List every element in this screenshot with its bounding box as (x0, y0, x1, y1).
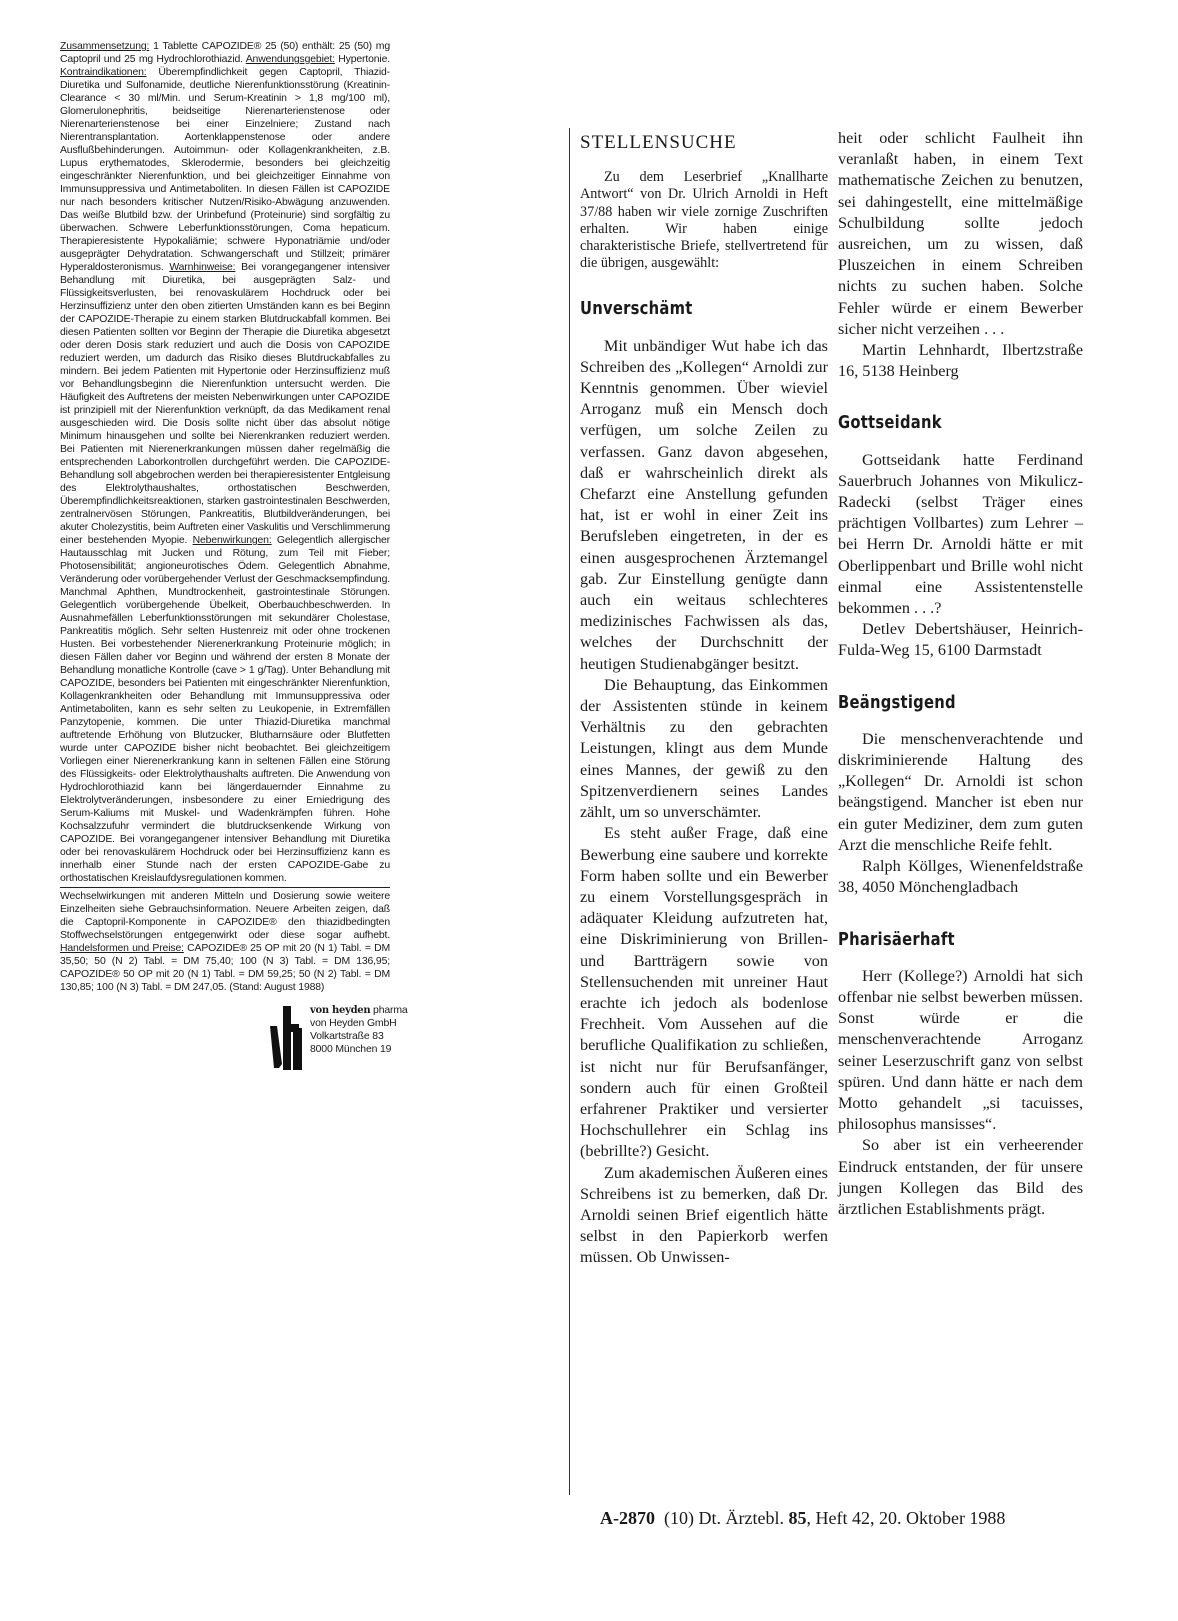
letter1-signature: Martin Lehnhardt, Ilbertzstraße 16, 5138 Heinberg (838, 341, 1083, 381)
company-name: von Heyden GmbH (310, 1018, 397, 1029)
letters-column-right (838, 128, 1083, 1220)
indication-label: Anwendungsgebiet: (245, 54, 335, 65)
letter1-paragraph: Die Behauptung, das Einkommen der Assistenten stünde in keinem Verhältnis zu den gebrachten Leistungen, klingt aus dem Munde eines Mannes, der gewiß zu den Spitzenverdienern seines Landes zählt, um so unverschämter. (580, 675, 828, 822)
letter3-signature: Ralph Köllges, Wienenfeldstraße 38, 4050 Mönchengladbach (838, 857, 1083, 897)
company-city: 8000 München 19 (310, 1044, 392, 1055)
interactions-and-prices (60, 890, 390, 994)
company-street: Volkartstraße 83 (310, 1031, 384, 1042)
letter2-paragraph: Gottseidank hatte Ferdinand Sauerbruch Johannes von Mikulicz-Radecki (selbst Träger eines prächtigen Vollbartes) zum Lehrer – bei Herrn Dr. Arnoldi hätte er mit Oberlippenbart und Brille wohl nicht einmal eine Assistentenstelle bekommen . . .? (838, 450, 1083, 618)
pharma-info-column (60, 40, 408, 1070)
composition-label: Zusammensetzung: (60, 41, 150, 52)
page-code: A-2870 (600, 1508, 655, 1528)
letters-column-middle (580, 128, 828, 1269)
side-effects-label: Nebenwirkungen: (192, 535, 272, 546)
letter-heading-unverschaemt: Unverschämt (580, 298, 693, 320)
composition-text: 1 Tablette CAPOZIDE® 25 (50) enthält: 25 (50) mg Captopril und 25 mg Hydrochlorothiazid. (60, 41, 390, 65)
section-title: STELLENSUCHE (580, 132, 737, 153)
intro (580, 169, 828, 272)
pharma-main-text (60, 40, 390, 885)
letter1-paragraph: Es steht außer Frage, daß eine Bewerbung eine saubere und korrekte Form haben sollte und ein Bewerber zu einem Vorstellungsgespräch in adäquater Kleidung aufzutreten hat, eine Diskriminierung von Brillen- und Bartträgern sowie von Stellensuchenden mit unreiner Haut erachte ich jedoch als bodenlose Frechheit. Vom Aussehen auf die berufliche Qualifikation zu schließen, ist nicht nur für Berufsanfänger, sondern auch für einen Großteil erfahrener Praktiker und versierter Hochschullehrer ein Schlag ins (bebrillte?) Gesicht. (580, 824, 828, 1161)
letter-heading-gottseidank: Gottseidank (838, 412, 942, 434)
company-text (310, 1004, 408, 1056)
warnings-label: Warnhinweise: (169, 262, 236, 273)
column-rule (569, 128, 570, 1495)
interactions-text: Wechselwirkungen mit anderen Mitteln und Dosierung sowie weitere Einzelheiten siehe Gebrauchsinformation. Neuere Arbeiten zeigen, daß die Captopril-Komponente in CAPOZIDE® den thiazidbedingten Stoffwechselstörungen entgegenwirkt oder diese sogar aufhebt. (60, 891, 390, 941)
letter1-paragraph: Zum akademischen Äußeren eines Schreibens ist zu bemerken, daß Dr. Arnoldi seinen Brief eigentlich hätte selbst in den Papierkorb werfen müssen. Ob Unwissen- (580, 1163, 828, 1267)
warnings-text: Bei vorangegangener intensiver Behandlung mit Diuretika, bei ausgeprägten Salz- und Flüssigkeitsverlusten, bei renovaskulärem Hochdruck oder bei Herzinsuffizienz unter den oben zitierten Umständen kann es bei Beginn der CAPOZIDE-Therapie zu einem starken Blutdruckabfall kommen. Bei diesen Patienten sollten vor Beginn der Therapie die Diuretika abgesetzt oder deren Dosis stark reduziert und auch die Dosis von CAPOZIDE reduziert werden, um dadurch das Risiko dieses Blutdruckabfalles zu mindern. Bei jedem Patienten mit Hypertonie oder Herzinsuffizienz muß vor Behandlungsbeginn die Nierenfunktion untersucht werden. Die Häufigkeit des Auftretens der meisten Nebenwirkungen unter CAPOZIDE ist prinzipiell mit der Nierenfunktion verknüpft, da das Medikament renal ausgeschieden wird. Die Dosis sollte nicht über das absolut nötige Minimum hinausgehen und sollte bei Nierenkranken reduziert werden. Bei Patienten mit Nierenerkrankungen müssen daher regelmäßig die entsprechenden Laborkontrollen durchgeführt werden. Die CAPOZIDE-Behandlung soll abgebrochen werden bei therapieresistenter Entgleisung des Elektrolythaushaltes, orthostatischen Beschwerden, Überempfindlichkeitsreaktionen, starken gastrointestinalen Beschwerden, zentralnervösen Störungen, Pankreatitis, Blutbildveränderungen, bei akuter Cholezystitis, beim Auftreten einer Vaskulitis und Verschlimmerung einer bestehenden Myopie. (60, 262, 390, 546)
letter-heading-beaengstigend: Beängstigend (838, 691, 956, 713)
von-heyden-logo-icon (270, 1006, 304, 1070)
contraindications-label: Kontraindikationen: (60, 67, 147, 78)
issue-prefix: (10) Dt. Ärztebl. (655, 1508, 789, 1528)
indication-text: Hypertonie. (334, 54, 391, 65)
forms-label: Handelsformen und Preise: (60, 943, 184, 954)
page-footer (600, 1508, 1120, 1529)
pharma-tail (60, 890, 408, 1070)
letter3-paragraph: Die menschenverachtende und diskriminierende Haltung des „Kollegen“ Dr. Arnoldi ist schon beängstigend. Mancher ist eben nur ein guter Mediziner, dem zum guten Arzt die menschliche Reife fehlt. (838, 729, 1083, 854)
volume-number: 85 (788, 1508, 807, 1528)
contraindications-text: Überempfindlichkeit gegen Captopril, Thiazid-Diuretika und Sulfonamide, deutliche Nierenfunktionsstörung (Kreatinin-Clearance < 30 ml/Min. und Serum-Kreatinin > 1,8 mg/100 ml), Glomerulonephritis, beidseitige Nierenarterienstenose oder Nierenarterienstenose bei einer Einzelniere; Zustand nach Nierentransplantation. Aortenklappenstenose oder andere Ausflußbehinderungen. Autoimmun- oder Kollagenkrankheiten, z.B. Lupus erythematodes, Sklerodermie, besonders bei gleichzeitig eingeschränkter Nierenfunktion, und bei gleichzeitiger Einnahme von Immunsuppressiva und Antimetaboliten. In diesen Fällen ist CAPOZIDE nur nach besonders kritischer Nutzen/Risiko-Abwägung anzuwenden. Das weiße Blutbild bzw. der Urinbefund (Proteinurie) sind sorgfältig zu überwachen. Schwere Leberfunktionsstörungen, Coma hepaticum. Therapieresistente Hypokaliämie; schwere Hyponatriämie und/oder ausgeprägter Dehydratation. Schwangerschaft und Stillzeit; primärer Hyperaldosteronismus. (60, 67, 390, 273)
letter1-paragraph: heit oder schlicht Faulheit ihn veranlaßt haben, in einem Text mathematische Zeichen zu benutzen, sei dahingestellt, eine mittelmäßige Schulbildung sollte jedoch ausreichen, um zu wissen, daß Pluszeichen in einem Schreiben nichts zu suchen haben. Solche Fehler würde er einem Bewerber sicher nicht verzeihen . . . (838, 129, 1083, 338)
company-block (270, 1004, 460, 1076)
pharma-divider (60, 887, 390, 888)
company-brand: von heyden pharma (310, 1005, 408, 1016)
issue-suffix: , Heft 42, 20. Oktober 1988 (806, 1508, 1006, 1528)
letter2-signature: Detlev Debertshäuser, Heinrich-Fulda-Weg 15, 6100 Darmstadt (838, 620, 1083, 660)
letter-heading-pharisaeerhaft: Pharisäerhaft (838, 928, 955, 950)
letter4-paragraph: Herr (Kollege?) Arnoldi hat sich offenbar nie selbst bewerben müssen. Sonst würde er die menschenverachtende Arroganz seiner Leserzuschrift ganz von selbst spüren. Und dann hätte er nach dem Motto gehandelt „si tacuisses, philosophus mansisses“. (838, 966, 1083, 1134)
letter1-paragraph: Mit unbändiger Wut habe ich das Schreiben des „Kollegen“ Arnoldi zur Kenntnis genommen. Über wieviel Arroganz muß ein Mensch doch verfügen, um solche Zeilen zu verfassen. Ganz davon abgesehen, daß er wahrscheinlich direkt als Chefarzt eine Anstellung gefunden hat, ist er wohl in einer Zeit ins Berufsleben eingetreten, in der es einen ausgesprochenen Ärztemangel gab. Zur Einstellung genügte dann auch ein weitaus schlechteres medizinisches Fachwissen als das, welches der Durchschnitt der heutigen Studienabgänger besitzt. (580, 336, 828, 673)
letter4-paragraph: So aber ist ein verheerender Eindruck entstanden, der für unsere jungen Kollegen das Bild des ärztlichen Establishments prägt. (838, 1136, 1083, 1218)
forms-text: CAPOZIDE® 25 OP mit 20 (N 1) Tabl. = DM 35,50; 50 (N 2) Tabl. = DM 75,40; 100 (N 3) Tabl. = DM 136,95; CAPOZIDE® 50 OP mit 20 (N 1) Tabl. = DM 59,25; 50 (N 2) Tabl. = DM 130,85; 100 (N 3) Tabl. = DM 247,05. (Stand: August 1988) (60, 943, 391, 993)
intro-text: Zu dem Leserbrief „Knallharte Antwort“ von Dr. Ulrich Arnoldi in Heft 37/88 haben wir viele zornige Zuschriften erhalten. Wir haben einige charakteristische Briefe, stellvertretend für die übrigen, ausgewählt: (580, 169, 828, 272)
side-effects-text: Gelegentlich allergischer Hautausschlag mit Jucken und Rötung, zum Teil mit Fieber; Photosensibilität; angioneurotisches Ödem. Gelegentlich Abnahme, Veränderung oder vorübergehender Verlust der Geschmacksempfindung. Manchmal Aphthen, Mundtrockenheit, gastrointestinale Störungen. Gelegentlich vorübergehende Übelkeit, Oberbauchbeschwerden. In Ausnahmefällen Leberfunktionsstörungen mit sekundärer Cholestase, Pankreatitis möglich. Sehr selten Hustenreiz mit oder ohne trockenen Husten. Bei vorbestehender Nierenerkrankung Proteinurie möglich; in diesen Fällen daher vor Beginn und während der ersten 8 Monate der Behandlung monatliche Kontrolle (cave > 1 g/Tag). Unter Behandlung mit CAPOZIDE, besonders bei Patienten mit eingeschränkter Nierenfunktion, Kollagenkrankheiten oder Behandlung mit Immunsuppressiva oder Antimetaboliten, kann es sehr selten zu Leukopenie, in Extremfällen Panzytopenie, kommen. Die unter Thiazid-Diuretika manchmal auftretende Erhöhung von Blutzucker, Blutharnsäure oder Blutfetten wurde unter CAPOZIDE bisher nicht beobachtet. Bei gleichzeitigem Vorliegen einer Nierenerkrankung kann in seltenen Fällen eine Störung des Flüssigkeits- oder Elektrolythaushalts auftreten. Die Anwendung von Hydrochlorothiazid kann bei längerdauernder Einnahme zu Elektrolytveränderungen, insbesondere zu einer Erniedrigung des Serum-Kaliums mit Muskel- und Wadenkrämpfen führen. Hohe Kochsalzzufuhr vermindert die blutdrucksenkende Wirkung von CAPOZIDE. Bei vorangegangener intensiver Behandlung mit Diuretika oder bei renovaskulärem Hochdruck oder bei Herzinsuffizienz kann es innerhalb einer Stunde nach der ersten CAPOZIDE-Gabe zu orthostatischen Kreislaufdysregulationen kommen. (60, 535, 391, 884)
